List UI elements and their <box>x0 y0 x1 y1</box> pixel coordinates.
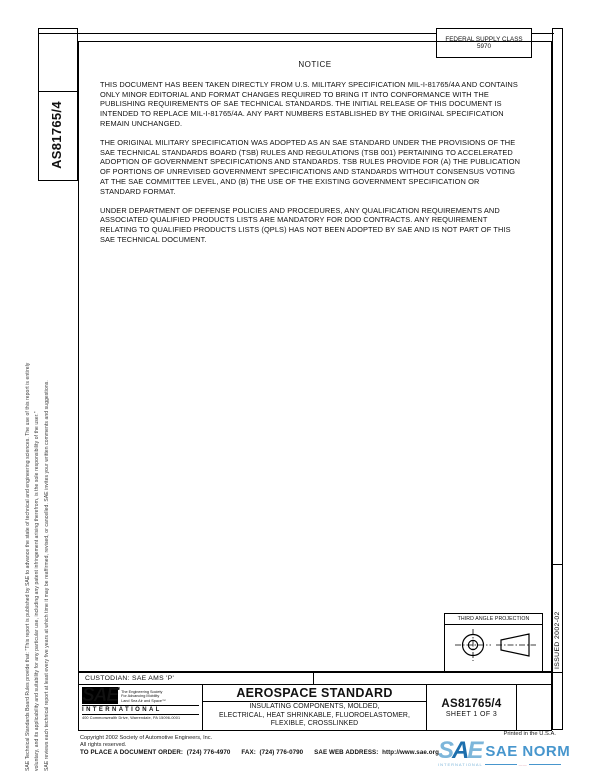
sae-international-label: INTERNATIONAL <box>82 705 199 713</box>
document-number: AS81765/4 <box>441 697 502 710</box>
sae-tagline-line-2: For Advancing Mobility <box>121 694 160 699</box>
custodian-row-divider <box>313 673 314 684</box>
sae-logo: SAE <box>82 685 119 706</box>
side-doc-number: AS81765/4 <box>49 101 64 169</box>
document-title-line-1: INSULATING COMPONENTS, MOLDED, <box>249 703 380 711</box>
left-disclaimer-line-3: SAE reviews each technical report at least every five years at which time it may be reaffirmed, revised, or cancelled. SAE invites your written comments and suggestions. <box>44 380 50 771</box>
notice-paragraph-1: THIS DOCUMENT HAS BEEN TAKEN DIRECTLY FROM U.S. MILITARY SPECIFICATION MIL-I-81765/4A AND CONTAINS ONLY MINOR EDITORIAL AND FORMAT CHANGES REQUIRED TO BRING IT INTO CONFORMANCE WITH THE PUBLISHING REQUIREMENTS OF SAE TECHNICAL STANDARDS. THE INITIAL RELEASE OF THIS DOCUMENT IS INTENDED TO REPLACE MIL-I-81765/4A. ANY PART NUMBERS ESTABLISHED BY THE ORIGINAL SPECIFICATION REMAIN UNCHANGED. <box>100 80 518 128</box>
watermark-rule-right <box>529 764 561 765</box>
fax-label: FAX: <box>241 749 256 756</box>
rights-line: All rights reserved. <box>80 741 127 748</box>
document-title <box>203 702 426 730</box>
third-angle-projection-box <box>444 613 543 672</box>
notice-heading: NOTICE <box>298 60 332 69</box>
sae-tagline-line-1: The Engineering Society <box>121 690 163 695</box>
third-angle-projection-label: THIRD ANGLE PROJECTION <box>445 614 542 625</box>
sae-norm-watermark <box>438 737 571 767</box>
copyright-block <box>80 735 212 749</box>
watermark-small-text: —— <box>518 762 528 767</box>
left-strip-divider <box>39 91 77 92</box>
sae-tagline-line-3: Land Sea Air and Space™ <box>121 698 166 703</box>
document-title-line-2: ELECTRICAL, HEAT SHRINKABLE, FLUOROELASTOMER, <box>219 711 410 719</box>
issued-date-label: ISSUED 2002-02 <box>553 611 561 669</box>
document-title-line-3: FLEXIBLE, CROSSLINKED <box>270 720 359 728</box>
printed-in-usa-label: Printed in the U.S.A. <box>503 731 556 737</box>
order-phone: (724) 776-4970 <box>186 749 231 756</box>
issued-section-top-line <box>553 564 562 565</box>
order-info-line <box>80 749 439 756</box>
sheet-number: SHEET 1 OF 3 <box>445 710 498 718</box>
custodian-label: CUSTODIAN: SAE AMS 'P' <box>85 675 175 682</box>
watermark-international-text: INTERNATIONAL <box>438 762 483 767</box>
left-disclaimer-line-1: SAE Technical Standards Board Rules provide that: "This report is published by SAE to advance the state of technical and engineering sciences. The use of this report is entirely <box>25 362 31 771</box>
fsc-label: FEDERAL SUPPLY CLASS <box>445 35 523 43</box>
left-disclaimer-line-2: voluntary, and its applicability and suitability for any particular use, including any patent infringement arising therefrom, is the sole responsibility of the user." <box>34 411 40 771</box>
sae-logo-cell <box>79 685 203 730</box>
issued-section-bottom-line <box>553 672 562 673</box>
standard-title-cell <box>203 685 427 730</box>
third-angle-projection-symbol <box>445 625 541 667</box>
sae-tagline <box>121 690 166 703</box>
web-url: http://www.sae.org <box>382 749 439 756</box>
document-number-cell <box>427 685 517 730</box>
fax-phone: (724) 776-0790 <box>259 749 304 756</box>
notice-paragraph-3: UNDER DEPARTMENT OF DEFENSE POLICIES AND PROCEDURES, ANY QUALIFICATION REQUIREMENTS AND ASSOCIATED QUALIFIED PRODUCTS LISTS ARE MANDATORY FOR DOD CONTRACTS. ANY REQUIREMENT RELATING TO QUALIFIED PRODUCTS LISTS (QPLS) HAS NOT BEEN ADOPTED BY SAE AND IS NOT PART OF THIS SAE TECHNICAL DOCUMENT. <box>100 205 511 244</box>
document-type-heading: AEROSPACE STANDARD <box>203 685 426 702</box>
fsc-number: 5970 <box>476 43 491 50</box>
web-label: SAE WEB ADDRESS: <box>314 749 379 756</box>
watermark-rule-left <box>485 764 517 765</box>
watermark-sae-icon: SAE <box>438 737 482 764</box>
copyright-line: Copyright 2002 Society of Automotive Engineers, Inc. <box>80 735 213 741</box>
sae-address: 400 Commonwealth Drive, Warrendale, PA 15096-0001 <box>82 714 199 720</box>
watermark-norm-text: SAE NORM <box>485 742 571 760</box>
title-block-empty-cell <box>517 685 551 730</box>
notice-paragraph-2: THE ORIGINAL MILITARY SPECIFICATION WAS ADOPTED AS AN SAE STANDARD UNDER THE PROVISIONS OF THE SAE TECHNICAL STANDARDS BOARD (TSB) RULES AND REGULATIONS (TSB 001) PERTAINING TO ACCELERATED ADOPTION OF GOVERNMENT SPECIFICATIONS AND STANDARDS. TSB RULES PROVIDE FOR (A) THE PUBLICATION OF PORTIONS OF UNREVISED GOVERNMENT SPECIFICATIONS AND STANDARDS WITHOUT CONSENSUS VOTING AT THE SAE COMMITTEE LEVEL, AND (B) THE USE OF THE EXISTING GOVERNMENT SPECIFICATION OR STANDARD FORMAT. <box>100 138 521 196</box>
notice-body <box>100 80 522 254</box>
order-label: TO PLACE A DOCUMENT ORDER: <box>80 749 184 756</box>
title-block <box>78 684 552 731</box>
